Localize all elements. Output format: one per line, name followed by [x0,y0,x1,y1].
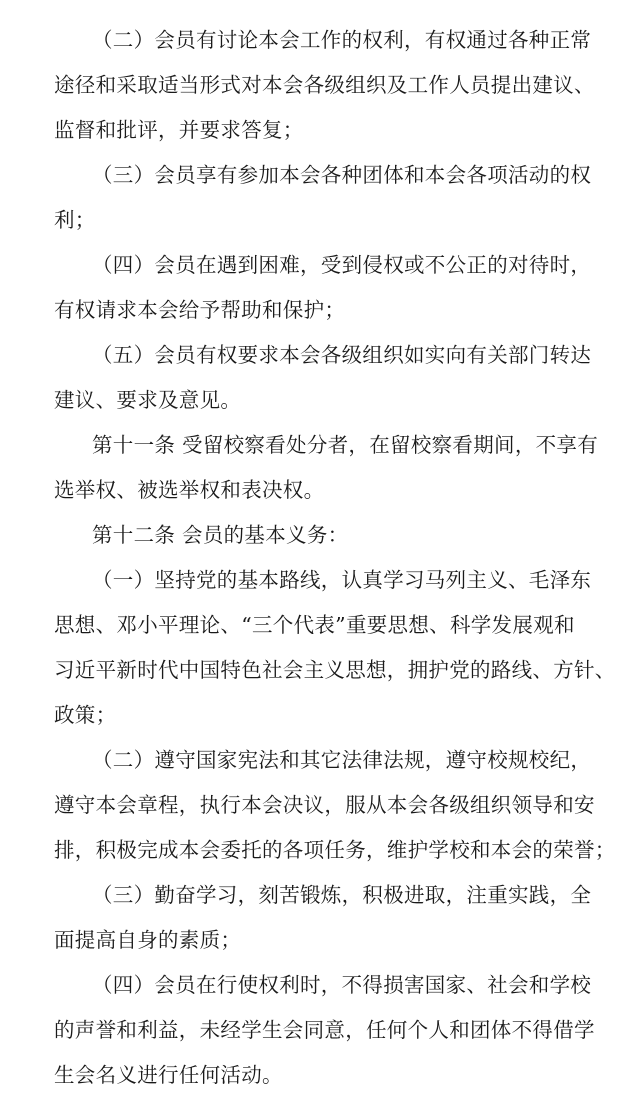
text-line: 建议、要求及意见。 [54,388,242,412]
text-line: 政策； [54,703,117,727]
text-line: 利； [54,208,96,232]
text-line: 监督和批评，并要求答复； [54,118,304,142]
text-line: 第十一条 受留校察看处分者，在留校察看期间，不享有 [92,433,599,457]
text-line: （三）勤奋学习，刻苦锻炼，积极进取，注重实践，全 [92,883,592,907]
text-line: （四）会员在遇到困难，受到侵权或不公正的对待时， [92,253,592,277]
text-line: （五）会员有权要求本会各级组织如实向有关部门转达 [92,343,592,367]
text-line: （二）遵守国家宪法和其它法律法规，遵守校规校纪， [92,748,592,772]
text-line: 选举权、被选举权和表决权。 [54,478,325,502]
text-line: 有权请求本会给予帮助和保护； [54,298,346,322]
text-line: （二）会员有讨论本会工作的权利，有权通过各种正常 [92,28,592,52]
text-line: 思想、邓小平理论、“三个代表”重要思想、科学发展观和 [54,613,575,637]
text-line: 面提高自身的素质； [54,928,242,952]
text-line: 排，积极完成本会委托的各项任务，维护学校和本会的荣誉； [54,838,616,862]
text-line: （三）会员享有参加本会各种团体和本会各项活动的权 [92,163,592,187]
document-body [0,18,639,1098]
text-line: （四）会员在行使权利时，不得损害国家、社会和学校 [92,973,592,997]
text-line: 途径和采取适当形式对本会各级组织及工作人员提出建议、 [54,73,595,97]
text-line: （一）坚持党的基本路线，认真学习马列主义、毛泽东 [92,568,592,592]
text-line: 习近平新时代中国特色社会主义思想，拥护党的路线、方针、 [54,658,616,682]
text-line: 生会名义进行任何活动。 [54,1063,283,1087]
text-line: 第十二条 会员的基本义务： [92,523,349,547]
text-line: 遵守本会章程，执行本会决议，服从本会各级组织领导和安 [54,793,595,817]
text-line: 的声誉和利益，未经学生会同意，任何个人和团体不得借学 [54,1018,595,1042]
